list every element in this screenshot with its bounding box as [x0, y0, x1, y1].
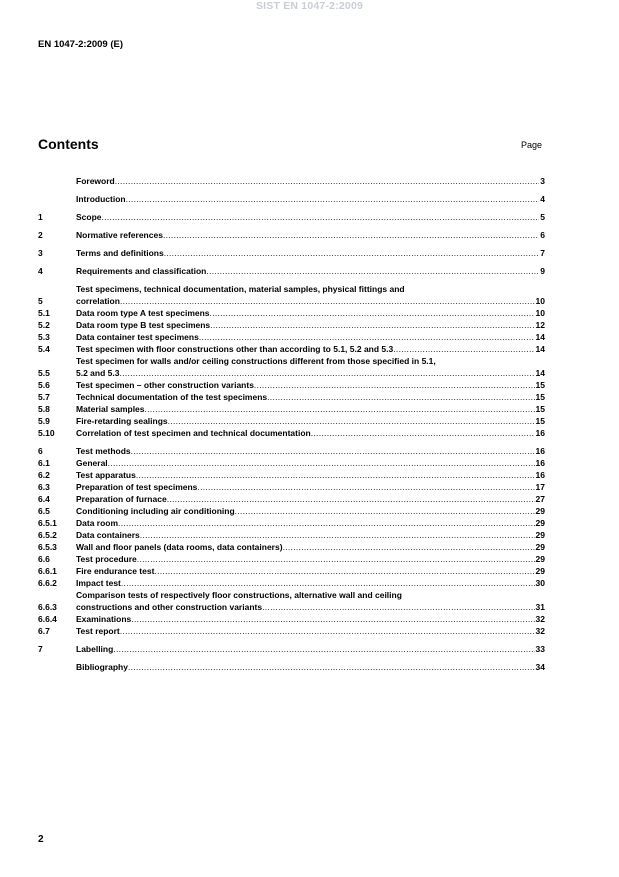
page-number: 2	[38, 834, 44, 845]
toc-entry-page: 16	[535, 470, 545, 480]
toc-entry-number: 6.6.1	[38, 566, 57, 576]
toc-entry-title: Requirements and classification	[76, 266, 207, 276]
toc-leader-dots	[283, 541, 535, 553]
toc-entry-title: Examinations	[76, 614, 132, 624]
toc-entry-number: 6.6.4	[38, 614, 57, 624]
toc-entry-page: 14	[535, 332, 545, 342]
toc-entry-page: 29	[535, 506, 545, 516]
toc-entry-number: 3	[38, 248, 43, 258]
toc-leader-dots	[137, 553, 535, 565]
toc-entry[interactable]	[38, 517, 545, 529]
contents-title: Contents	[38, 136, 99, 152]
toc-entry-page: 15	[535, 380, 545, 390]
toc-leader-dots	[128, 661, 535, 673]
toc-entry-title: Data room	[76, 518, 119, 528]
toc-entry-title: Material samples	[76, 404, 145, 414]
toc-entry-title: Fire endurance test	[76, 566, 155, 576]
toc-leader-dots	[131, 445, 535, 457]
toc-entry[interactable]	[38, 193, 545, 205]
toc-leader-dots	[115, 175, 540, 187]
toc-entry-page: 14	[535, 344, 545, 354]
toc-entry-title: Bibliography	[76, 662, 128, 672]
toc-entry-page: 17	[535, 482, 545, 492]
toc-leader-dots	[108, 457, 535, 469]
toc-entry-title: Technical documentation of the test specimens	[76, 392, 268, 402]
toc-entry-page: 32	[535, 626, 545, 636]
toc-entry-page: 10	[535, 308, 545, 318]
toc-leader-dots	[311, 427, 535, 439]
toc-leader-dots	[393, 343, 534, 355]
toc-entry[interactable]	[38, 661, 545, 673]
toc-entry[interactable]	[38, 481, 545, 493]
toc-entry-page: 29	[535, 530, 545, 540]
toc-leader-dots	[136, 469, 535, 481]
toc-entry-page: 16	[535, 428, 545, 438]
toc-entry-page: 15	[535, 404, 545, 414]
toc-entry-page: 16	[535, 446, 545, 456]
toc-entry-number: 6.6.2	[38, 578, 57, 588]
toc-entry-title: Data room type B test specimens	[76, 320, 211, 330]
toc-entry-page: 27	[535, 494, 545, 504]
toc-entry-title: General	[76, 458, 108, 468]
toc-leader-dots	[131, 613, 534, 625]
toc-leader-dots	[118, 517, 534, 529]
toc-entry-title: Normative references	[76, 230, 163, 240]
toc-entry-number: 2	[38, 230, 43, 240]
toc-entry-number: 5.1	[38, 308, 50, 318]
toc-entry-page: 7	[540, 248, 545, 258]
toc-entry-number: 6.6	[38, 554, 50, 564]
toc-leader-dots	[102, 211, 540, 223]
toc-entry[interactable]	[38, 493, 545, 505]
toc-entry-number: 5.3	[38, 332, 50, 342]
toc-entry-number: 5.7	[38, 392, 50, 402]
watermark: SIST EN 1047-2:2009	[255, 0, 364, 12]
toc-entry-title: Fire-retarding sealings	[76, 416, 168, 426]
toc-entry-page: 4	[540, 194, 545, 204]
toc-leader-dots	[167, 493, 535, 505]
toc-entry-title: Wall and floor panels (data rooms, data containers)	[76, 542, 283, 552]
toc-leader-dots	[120, 295, 535, 307]
toc-leader-dots	[140, 529, 535, 541]
toc-entry-page: 15	[535, 416, 545, 426]
toc-entry-page: 29	[535, 542, 545, 552]
toc-entry-page: 6	[540, 230, 545, 240]
toc-entry[interactable]	[38, 445, 545, 457]
toc-leader-dots	[168, 415, 535, 427]
toc-entry[interactable]	[38, 625, 545, 637]
toc-entry-number: 4	[38, 266, 43, 276]
toc-entry-title: Terms and definitions	[76, 248, 164, 258]
toc-entry-title-line: 5.2 and 5.3	[76, 368, 120, 378]
toc-leader-dots	[199, 331, 535, 343]
toc-entry-number: 6.2	[38, 470, 50, 480]
toc-entry-number: 6.7	[38, 626, 50, 636]
toc-leader-dots	[113, 643, 534, 655]
toc-leader-dots	[121, 577, 535, 589]
toc-entry-page: 29	[535, 554, 545, 564]
toc-leader-dots	[262, 601, 534, 613]
document-code: EN 1047-2:2009 (E)	[38, 39, 124, 50]
toc-leader-dots	[235, 505, 535, 517]
toc-entry[interactable]	[38, 589, 545, 613]
toc-entry[interactable]	[38, 175, 545, 187]
toc-entry[interactable]	[38, 457, 545, 469]
toc-entry-title-line: Comparison tests of respectively floor constructions, alternative wall and ceiling	[76, 590, 402, 600]
toc-entry-number: 6.5.3	[38, 542, 57, 552]
toc-entry-title: Preparation of test specimens	[76, 482, 198, 492]
toc-entry-title: Foreword	[76, 176, 115, 186]
toc-entry-page: 15	[535, 392, 545, 402]
toc-entry-title: Test apparatus	[76, 470, 136, 480]
toc-entry-title: Data containers	[76, 530, 140, 540]
toc-entry-title: Impact test	[76, 578, 121, 588]
toc-entry[interactable]	[38, 379, 545, 391]
toc-entry-title: Test procedure	[76, 554, 137, 564]
toc-entry-page: 32	[535, 614, 545, 624]
toc-entry-title: Preparation of furnace	[76, 494, 167, 504]
toc-entry[interactable]	[38, 469, 545, 481]
toc-entry[interactable]	[38, 577, 545, 589]
page-column-label: Page	[521, 140, 543, 150]
toc-leader-dots	[197, 481, 534, 493]
toc-leader-dots	[120, 625, 535, 637]
toc-entry[interactable]	[38, 505, 545, 517]
toc-entry-number: 6	[38, 446, 43, 456]
toc-entry[interactable]	[38, 553, 545, 565]
toc-leader-dots	[210, 319, 534, 331]
toc-entry[interactable]	[38, 307, 545, 319]
toc-entry[interactable]	[38, 247, 545, 259]
toc-entry-title: Conditioning including air conditioning	[76, 506, 235, 516]
toc-entry[interactable]	[38, 331, 545, 343]
toc-entry[interactable]	[38, 403, 545, 415]
toc-entry-title: Scope	[76, 212, 102, 222]
toc-entry-page: 29	[535, 518, 545, 528]
toc-entry-title: Test specimen with floor constructions other than according to 5.1, 5.2 and 5.3	[76, 344, 394, 354]
toc-entry-title-line: Test specimens, technical documentation, material samples, physical fittings and	[76, 284, 405, 294]
toc-entry-title: Test specimen – other construction variants	[76, 380, 254, 390]
toc-entry[interactable]	[38, 529, 545, 541]
toc-entry-number: 6.5.1	[38, 518, 57, 528]
toc-leader-dots	[206, 265, 539, 277]
toc-entry-number: 5.8	[38, 404, 50, 414]
toc-entry[interactable]	[38, 355, 545, 379]
toc-entry[interactable]	[38, 343, 545, 355]
toc-entry-title-line: correlation	[76, 296, 120, 306]
toc-entry-page: 5	[540, 212, 545, 222]
toc-entry-number: 6.1	[38, 458, 50, 468]
toc-entry-number: 5.10	[38, 428, 55, 438]
toc-entry[interactable]	[38, 643, 545, 655]
table-of-contents	[38, 175, 545, 673]
toc-entry[interactable]	[38, 265, 545, 277]
toc-entry-page: 3	[540, 176, 545, 186]
toc-entry-title: Data container test specimens	[76, 332, 199, 342]
toc-leader-dots	[267, 391, 534, 403]
toc-entry-number: 5.5	[38, 368, 50, 378]
toc-entry-number: 6.5	[38, 506, 50, 516]
toc-entry[interactable]	[38, 211, 545, 223]
toc-entry-page: 16	[535, 458, 545, 468]
toc-entry-number: 7	[38, 644, 43, 654]
toc-leader-dots	[210, 307, 535, 319]
toc-entry-page: 31	[535, 602, 545, 612]
toc-entry-page: 10	[535, 296, 545, 306]
toc-entry-page: 14	[535, 368, 545, 378]
toc-entry-number: 5.4	[38, 344, 50, 354]
toc-leader-dots	[126, 193, 540, 205]
toc-entry-number: 5.2	[38, 320, 50, 330]
toc-entry-title: Test report	[76, 626, 120, 636]
toc-entry[interactable]	[38, 565, 545, 577]
toc-entry-page: 9	[540, 266, 545, 276]
toc-leader-dots	[254, 379, 535, 391]
toc-leader-dots	[164, 247, 540, 259]
toc-entry-page: 29	[535, 566, 545, 576]
toc-leader-dots	[145, 403, 535, 415]
toc-entry-number: 6.3	[38, 482, 50, 492]
toc-leader-dots	[163, 229, 539, 241]
toc-entry[interactable]	[38, 229, 545, 241]
toc-entry[interactable]	[38, 391, 545, 403]
toc-entry-number: 5.9	[38, 416, 50, 426]
toc-entry-title: Test methods	[76, 446, 131, 456]
toc-leader-dots	[119, 367, 534, 379]
toc-leader-dots	[154, 565, 534, 577]
toc-entry[interactable]	[38, 415, 545, 427]
toc-entry[interactable]	[38, 427, 545, 439]
toc-entry-title: Labelling	[76, 644, 114, 654]
toc-entry-number: 6.4	[38, 494, 50, 504]
toc-entry-title: Introduction	[76, 194, 126, 204]
toc-entry-page: 12	[535, 320, 545, 330]
toc-entry[interactable]	[38, 541, 545, 553]
toc-entry-number: 6.6.3	[38, 602, 57, 612]
toc-entry-page: 30	[535, 578, 545, 588]
toc-entry-title: Data room type A test specimens	[76, 308, 210, 318]
toc-entry-title: Correlation of test specimen and technical documentation	[76, 428, 311, 438]
toc-entry-number: 1	[38, 212, 43, 222]
toc-entry-page: 33	[535, 644, 545, 654]
toc-entry-number: 5	[38, 296, 43, 306]
toc-entry-page: 34	[535, 662, 545, 672]
toc-entry-title-line: constructions and other construction variants	[76, 602, 263, 612]
toc-entry[interactable]	[38, 319, 545, 331]
toc-entry-title-line: Test specimen for walls and/or ceiling constructions different from those specified in 5.1,	[76, 356, 436, 366]
toc-entry[interactable]	[38, 613, 545, 625]
toc-entry[interactable]	[38, 283, 545, 307]
toc-entry-number: 5.6	[38, 380, 50, 390]
toc-entry-number: 6.5.2	[38, 530, 57, 540]
